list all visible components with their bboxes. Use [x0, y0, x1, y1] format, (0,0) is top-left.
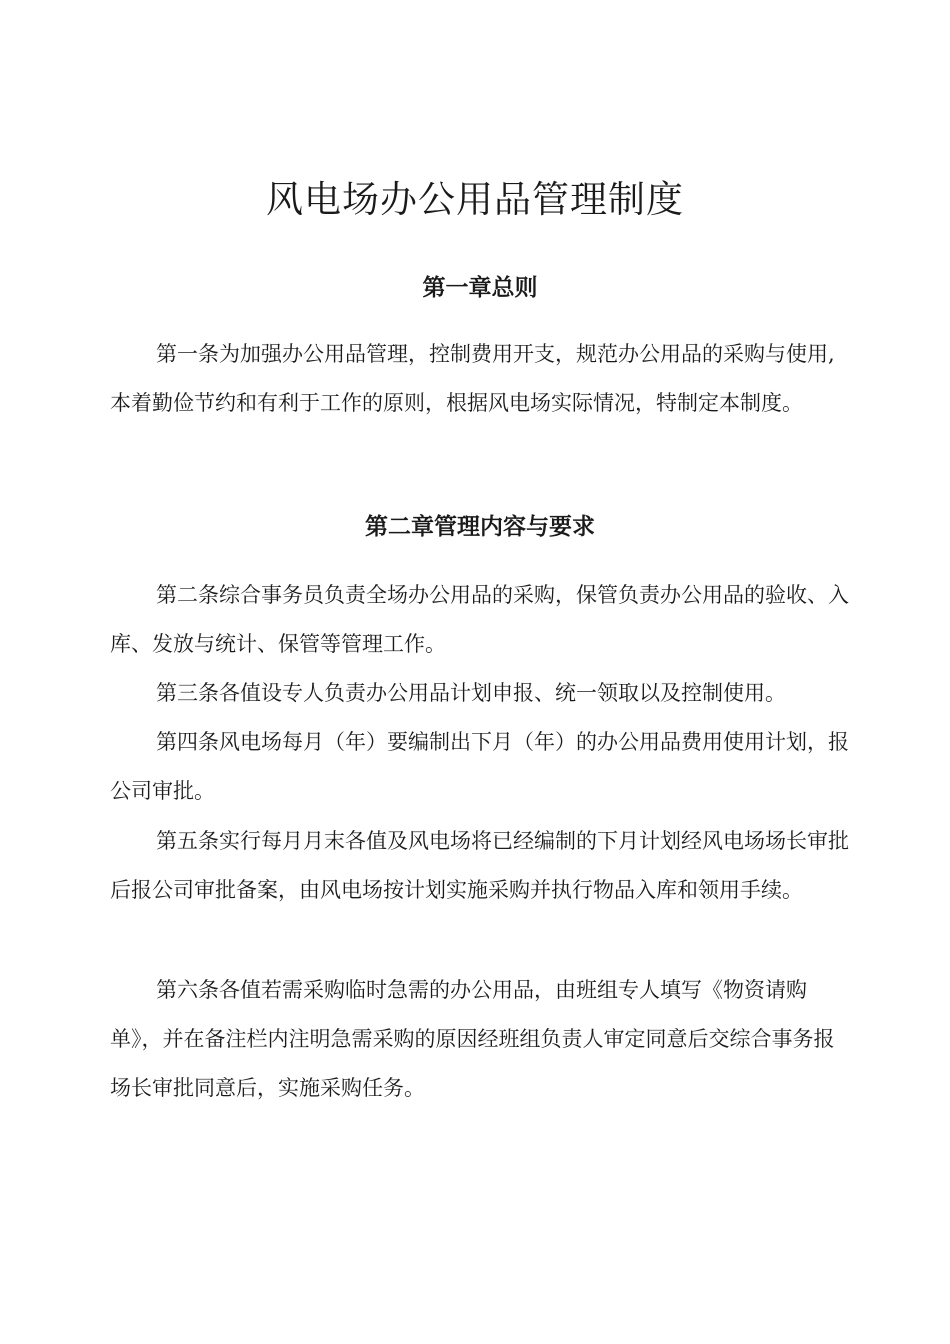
- document-title: 风电场办公用品管理制度: [266, 178, 684, 221]
- article-5: 第五条实行每月月末各值及风电场将已经编制的下月计划经风电场场长审批后报公司审批备案，由风电场按计划实施采购并执行物品入库和领用手续。: [110, 829, 849, 902]
- article-1: 第一条为加强办公用品管理，控制费用开支，规范办公用品的采购与使用,本着勤俭节约和有利于工作的原则，根据风电场实际情况，特制定本制度。: [110, 342, 835, 415]
- article-6: 第六条各值若需采购临时急需的办公用品，由班组专人填写《物资请购单》，并在备注栏内注明急需采购的原因经班组负责人审定同意后交综合事务报场长审批同意后，实施采购任务。: [110, 978, 835, 1100]
- chapter-2-heading: 第二章管理内容与要求: [365, 514, 595, 540]
- article-3: 第三条各值设专人负责办公用品计划申报、统一领取以及控制使用。: [156, 681, 786, 705]
- article-4: 第四条风电场每月（年）要编制出下月（年）的办公用品费用使用计划，报公司审批。: [110, 730, 849, 803]
- article-2: 第二条综合事务员负责全场办公用品的采购，保管负责办公用品的验收、入库、发放与统计、保管等管理工作。: [110, 583, 849, 656]
- chapter-1-heading: 第一章总则: [422, 275, 538, 301]
